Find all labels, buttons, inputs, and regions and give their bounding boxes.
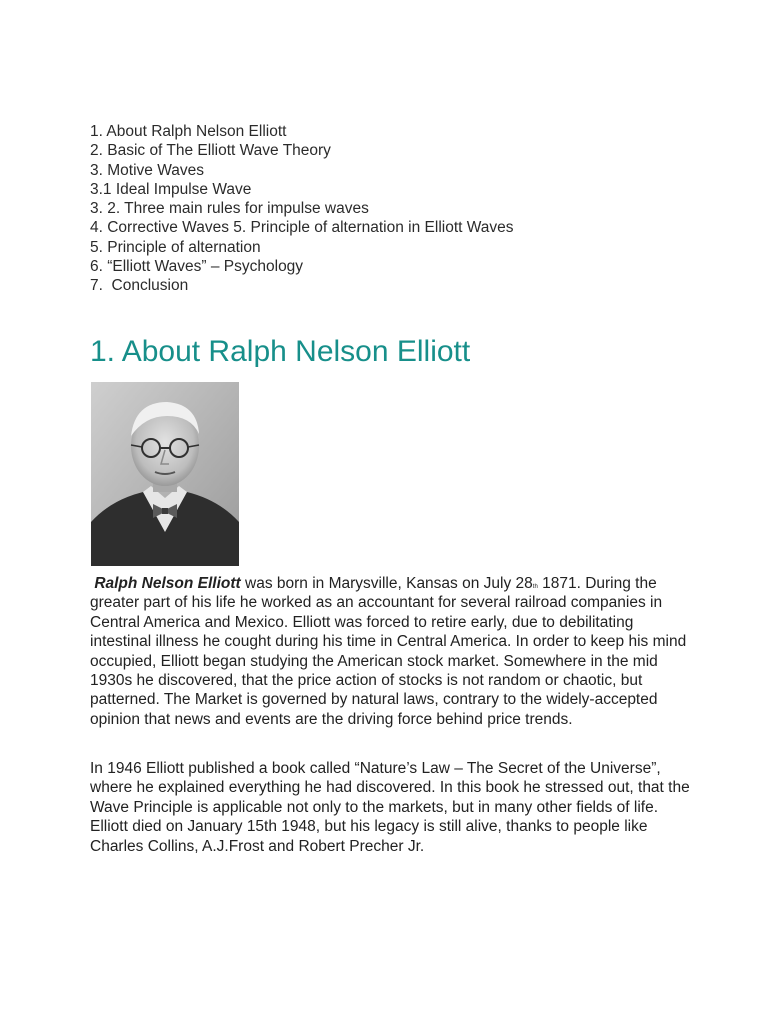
table-of-contents — [90, 122, 514, 296]
portrait-photo — [91, 382, 239, 566]
ordinal-suffix: th — [532, 584, 538, 590]
section-heading: 1. About Ralph Nelson Elliott — [90, 335, 471, 368]
toc-item[interactable]: 3. 2. Three main rules for impulse waves — [90, 200, 369, 218]
toc-item[interactable]: 2. Basic of The Elliott Wave Theory — [90, 142, 331, 160]
toc-item[interactable]: 1. About Ralph Nelson Elliott — [90, 123, 287, 140]
toc-item[interactable]: 6. “Elliott Waves” – Psychology — [90, 258, 304, 276]
toc-item[interactable]: 4. Corrective Waves 5. Principle of alternation in Elliott Waves — [90, 219, 514, 237]
biography-paragraph — [90, 574, 690, 729]
portrait-illustration — [91, 382, 239, 566]
toc-item[interactable]: 3. Motive Waves — [90, 161, 204, 179]
toc-item[interactable]: 5. Principle of alternation — [90, 238, 261, 256]
toc-item[interactable]: 7. Conclusion — [90, 277, 189, 295]
legacy-paragraph: In 1946 Elliott published a book called “Nature’s Law – The Secret of the Universe”, where he explained everything he had discovered. In this book he stressed out, that the Wave Principle is applicable not only to the markets, but in many other fields of life. Elliott died on January 15th 1948, but his legacy is still alive, thanks to people like Charles Collins, A.J.Frost and Robert Precher Jr. — [90, 760, 690, 855]
toc-item[interactable]: 3.1 Ideal Impulse Wave — [90, 180, 252, 198]
author-name: Ralph Nelson Elliott — [94, 575, 241, 592]
paragraph-text: 1871. During the greater part of his life he worked as an accountant for several railroad companies in Central America and Mexico. Elliott was forced to retire early, due to debilitating intestinal illness he cought during his time in Central America. In order to keep his mind occupied, Elliott began studying the American stock market. Somewhere in the mid 1930s he discovered, that the price action of stocks is not random or chaotic, but patterned. The Market is governed by natural laws, contrary to the widely-accepted opinion that news and events are the driving force behind price trends. — [90, 575, 687, 728]
paragraph-text: was born in Marysville, Kansas on July 28 — [240, 575, 533, 592]
